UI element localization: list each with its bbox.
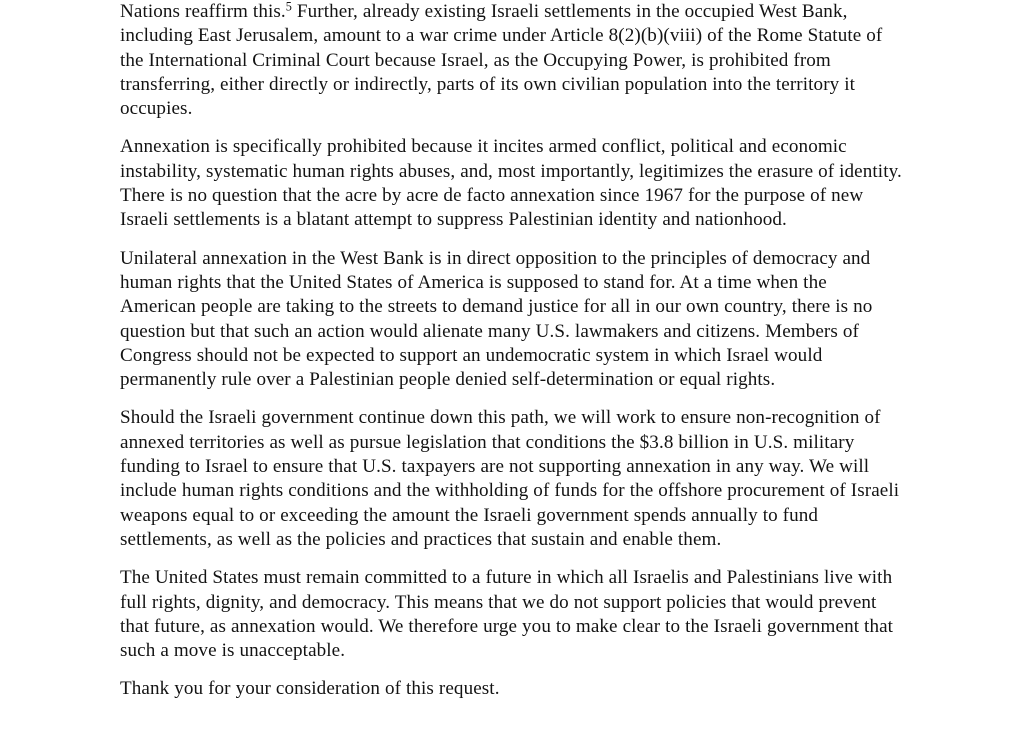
paragraph-funding-conditions: Should the Israeli government continue down this path, we will work to ensure non-recognition of annexed territories as well as pursue legislation that conditions the $3.8 billion in U.S. military funding to Israel to ensure that U.S. taxpayers are not supporting annexation in any way. We will include human rights conditions and the withholding of funds for the offshore procurement of Israeli weapons equal to or exceeding the amount the Israeli government spends annually to fund settlements, as well as the policies and practices that sustain and enable them. <box>120 407 900 550</box>
paragraph-unilateral-annexation: Unilateral annexation in the West Bank is in direct opposition to the principles of democracy and human rights that the United States of America is supposed to stand for. At a time when the American people are taking to the streets to demand justice for all in our own country, there is no question but that such an action would alienate many U.S. lawmakers and citizens. Members of Congress should not be expected to support an undemocratic system in which Israel would permanently rule over a Palestinian people denied self-determination or equal rights. <box>120 247 873 391</box>
letter-body-text <box>120 0 906 702</box>
paragraph-rest-text: Further, already existing Israeli settlements in the occupied West Bank, including East Jerusalem, amount to a war crime under Article 8(2)(b)(viii) of the Rome Statute of the International Criminal Court because Israel, as the Occupying Power, is prohibited from transferring, either directly or indirectly, parts of its own civilian population into the territory it occupies. <box>120 1 883 120</box>
paragraph-annexation-war-crime <box>120 0 906 121</box>
footnote-reference-marker: 5 <box>285 0 292 14</box>
paragraph-future-commitment: The United States must remain committed to a future in which all Israelis and Palestinians live with full rights, dignity, and democracy. This means that we do not support policies that would prevent that future, as annexation would. We therefore urge you to make clear to the Israeli government that such a move is unacceptable. <box>120 567 894 662</box>
paragraph-lead-text: Nations reaffirm this. <box>120 1 286 22</box>
paragraph-thank-you: Thank you for your consideration of this request. <box>120 678 500 700</box>
paragraph-annexation-prohibited: Annexation is specifically prohibited because it incites armed conflict, political and economic instability, systematic human rights abuses, and, most importantly, legitimizes the erasure of identity. There is no question that the acre by acre de facto annexation since 1967 for the purpose of new Israeli settlements is a blatant attempt to suppress Palestinian identity and nationhood. <box>120 136 902 231</box>
